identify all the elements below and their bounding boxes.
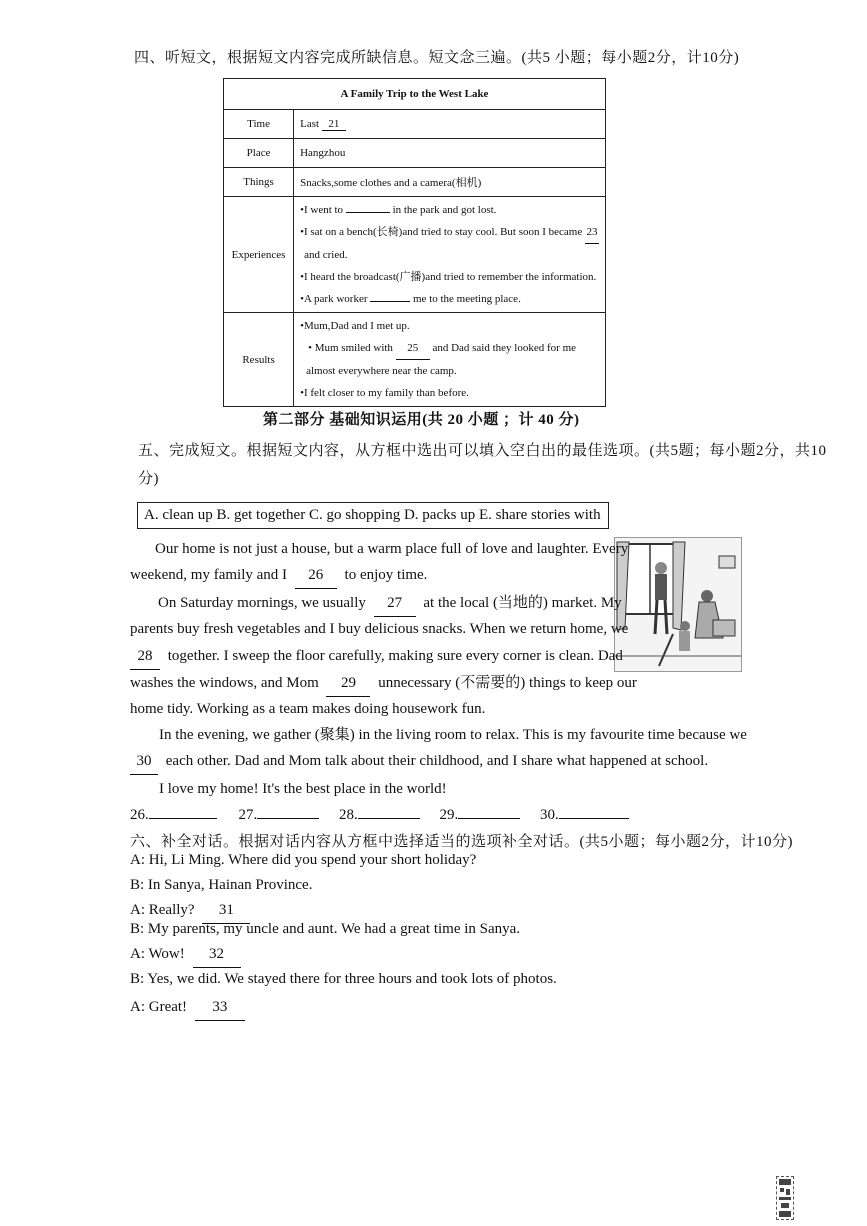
passage-p4: I love my home! It's the best place in the world! xyxy=(159,781,447,797)
blank-23[interactable]: 23 xyxy=(585,221,599,244)
answer-27[interactable] xyxy=(257,818,319,819)
dialogue-line-6: B: Yes, we did. We stayed there for three hours and took lots of photos. xyxy=(130,971,557,987)
passage-p2-line3: 28 together. I sweep the floor carefully, making sure every corner is clean. Dad xyxy=(130,643,623,670)
section5-heading-line1: 五、完成短文。根据短文内容，从方框中选出可以填入空白出的最佳选项。(共5题；每小题2分，共10 xyxy=(138,443,827,459)
blank-26[interactable]: 26 xyxy=(295,562,337,589)
passage-p2-line5: home tidy. Working as a team makes doing housework fun. xyxy=(130,701,486,717)
dad-body xyxy=(655,574,667,600)
experience-2: •I sat on a bench(长椅)and tried to stay cool. But soon I became 23 xyxy=(300,221,599,244)
blank-22[interactable] xyxy=(346,212,390,213)
passage-p1-line2: weekend, my family and I 26 to enjoy time. xyxy=(130,562,427,589)
blank-27[interactable]: 27 xyxy=(374,590,416,617)
time-value: Last 21 xyxy=(294,110,606,139)
dialogue-line-5: A: Wow! 32 xyxy=(130,941,241,968)
result-1: •Mum,Dad and I met up. xyxy=(300,320,410,332)
blank-24[interactable] xyxy=(370,301,410,302)
passage-p2-line1: On Saturday mornings, we usually 27 at the local (当地的) market. My xyxy=(158,590,622,617)
experience-2-cont: and cried. xyxy=(304,249,348,261)
section6-heading: 六、补全对话。根据对话内容从方框中选择适当的选项补全对话。(共5小题；每小题2分，计10分) xyxy=(130,834,793,850)
passage-p2-line4: washes the windows, and Mom 29 unnecessary (不需要的) things to keep our xyxy=(130,670,637,697)
passage-p2-line2: parents buy fresh vegetables and I buy delicious snacks. When we return home, we xyxy=(130,621,629,637)
blank-29[interactable]: 29 xyxy=(326,670,370,697)
passage-p3-line2: 30 each other. Dad and Mom talk about their childhood, and I share what happened at school. xyxy=(130,748,708,775)
answer-row: 26. 27. 28. 29. 30. xyxy=(130,802,629,828)
answer-29[interactable] xyxy=(458,818,520,819)
table-title: A Family Trip to the West Lake xyxy=(224,79,606,110)
things-value: Snacks,some clothes and a camera(相机) xyxy=(294,168,606,197)
dialogue-line-7: A: Great! 33 xyxy=(130,994,245,1021)
child-head xyxy=(680,621,690,631)
blank-25[interactable]: 25 xyxy=(396,337,430,360)
qr-code-icon xyxy=(776,1176,794,1220)
section4-heading: 四、听短文，根据短文内容完成所缺信息。短文念三遍。(共5 小题；每小题2分，计10分) xyxy=(134,50,740,66)
place-value: Hangzhou xyxy=(294,139,606,168)
dialogue-line-4: B: My parents, my uncle and aunt. We had a great time in Sanya. xyxy=(130,921,521,937)
blank-30[interactable]: 30 xyxy=(130,748,158,775)
results-label: Results xyxy=(224,313,294,407)
results-cell xyxy=(294,313,606,407)
passage-p3-line1: In the evening, we gather (聚集) in the living room to relax. This is my favourite time because we xyxy=(159,727,747,743)
blank-31[interactable]: 31 xyxy=(202,897,250,924)
blank-33[interactable]: 33 xyxy=(195,994,245,1021)
blank-28[interactable]: 28 xyxy=(130,643,160,670)
dad-head xyxy=(655,562,667,574)
answer-28[interactable] xyxy=(358,818,420,819)
trip-info-table xyxy=(223,78,606,407)
experience-4: •A park worker me to the meeting place. xyxy=(300,293,521,305)
dialogue-line-2: B: In Sanya, Hainan Province. xyxy=(130,877,313,893)
place-label: Place xyxy=(224,139,294,168)
experience-3: •I heard the broadcast(广播)and tried to remember the information. xyxy=(300,271,597,283)
dialogue-line-1: A: Hi, Li Ming. Where did you spend your short holiday? xyxy=(130,852,477,868)
result-2: • Mum smiled with 25 and Dad said they looked for me xyxy=(300,337,599,360)
answer-30[interactable] xyxy=(559,818,629,819)
things-label: Things xyxy=(224,168,294,197)
part2-heading: 第二部分 基础知识运用(共 20 小题 ；计 40 分) xyxy=(263,412,580,428)
section5-heading-line2: 分) xyxy=(138,471,159,487)
box xyxy=(713,620,735,636)
experiences-label: Experiences xyxy=(224,197,294,313)
curtain-right xyxy=(673,542,685,630)
mom-head xyxy=(701,590,713,602)
experience-1: •I went to in the park and got lost. xyxy=(300,204,497,216)
result-3: •I felt closer to my family than before. xyxy=(300,387,469,399)
time-label: Time xyxy=(224,110,294,139)
dialogue-line-3: A: Really? 31 xyxy=(130,897,250,924)
blank-21[interactable]: 21 xyxy=(322,118,346,131)
answer-26[interactable] xyxy=(149,818,217,819)
blank-32[interactable]: 32 xyxy=(193,941,241,968)
experiences-cell xyxy=(294,197,606,313)
wall-picture xyxy=(719,556,735,568)
result-2-cont: almost everywhere near the camp. xyxy=(306,365,457,377)
child-body xyxy=(679,631,690,651)
options-box: A. clean up B. get together C. go shopping D. packs up E. share stories with xyxy=(137,502,609,529)
broom xyxy=(659,634,673,666)
passage-p1-line1: Our home is not just a house, but a warm place full of love and laughter. Every xyxy=(155,541,629,557)
family-cleaning-illustration xyxy=(614,537,742,672)
